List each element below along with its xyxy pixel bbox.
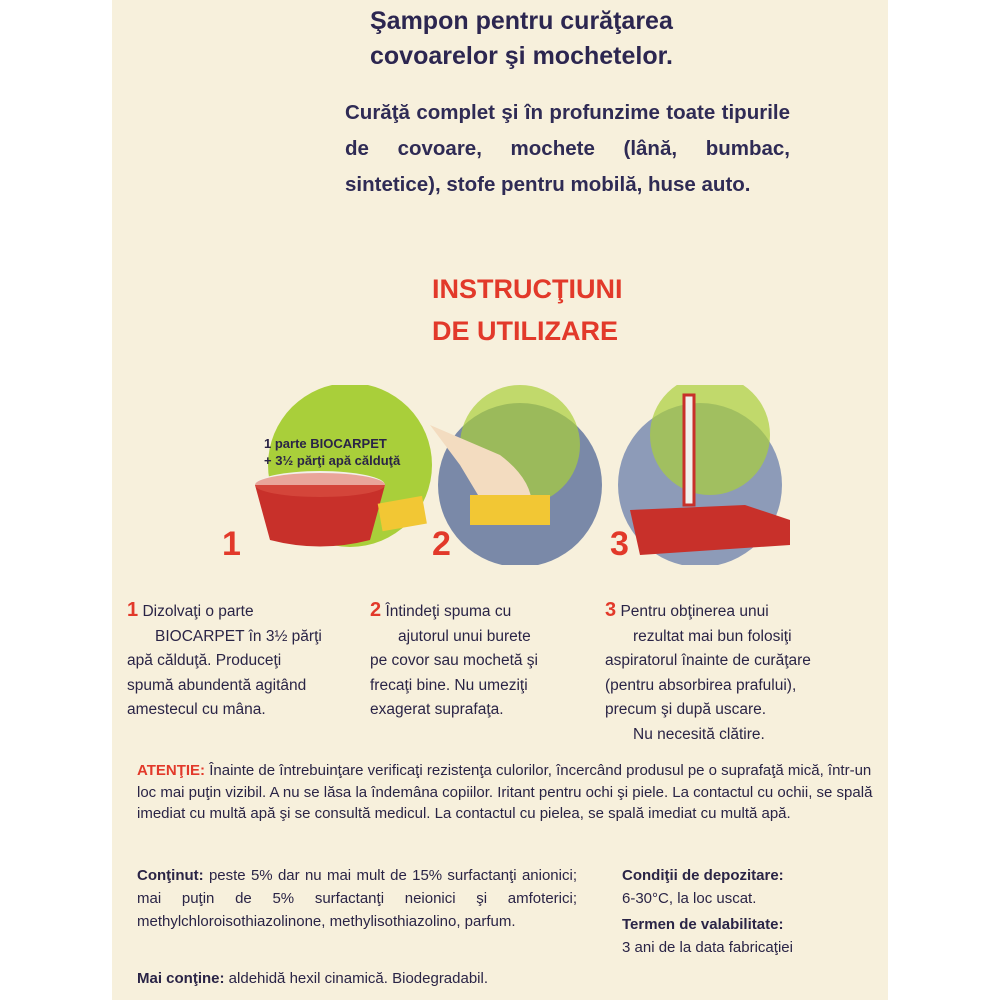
step-line: frecaţi bine. Nu umeziţi (370, 676, 528, 694)
step-1 (127, 598, 352, 723)
step-line: rezultat mai bun folosiţi (633, 627, 792, 645)
step-line: spumă abundentă agitând (127, 676, 307, 694)
step-number-1: 1 (222, 525, 241, 563)
also-contains-body: aldehidă hexil cinamică. Biodegradabil. (224, 970, 489, 987)
step-line: apă călduţă. Produceţi (127, 652, 282, 669)
dosage-line: + 3½ părţi apă călduţă (264, 453, 401, 468)
warning-body: Înainte de întrebuinţare verificaţi rezistenţa culorilor, încercând produsul pe o suprafaţă mică, într-un loc mai puţin vizibil. A nu se lăsa la îndemâna copiilor. Iritant pentru ochi şi piele. La contactul cu ochii, se spală imediat cu multă apă şi se consultă medicul. La contactul cu pielea, se spală imediat cu multă apă. (137, 762, 873, 822)
step-line: aspiratorul înainte de curăţare (605, 652, 811, 669)
step-line: Întindeţi spuma cu (385, 603, 512, 620)
instructions-illustration (200, 385, 820, 565)
step-3 (605, 598, 885, 747)
step-number-3: 3 (610, 525, 629, 563)
step-badge: 2 (370, 599, 382, 621)
step-line: precum şi după uscare. (605, 701, 767, 718)
contents-label: Conţinut: (137, 867, 204, 884)
storage-label: Condiţii de depozitare: (622, 867, 784, 884)
title-line: covoarelor şi mochetelor. (370, 42, 673, 70)
step-line: Dizolvaţi o parte (142, 603, 254, 620)
step-line: amestecul cu mâna. (127, 701, 266, 718)
product-title (370, 4, 673, 74)
also-contains (137, 970, 488, 987)
warning-text (137, 760, 882, 825)
step-line: Nu necesită clătire. (633, 725, 765, 743)
product-description: Curăţă complet şi în profunzime toate tipurile de covoare, mochete (lână, bumbac, sintetice), stofe pentru mobilă, huse auto. (345, 101, 790, 196)
instructions-heading (432, 268, 623, 352)
step-2 (370, 598, 595, 723)
heading-line: DE UTILIZARE (432, 316, 618, 346)
dosage-line: 1 parte BIOCARPET (264, 436, 387, 451)
step-line: ajutorul unui burete (398, 627, 531, 645)
title-line: Şampon pentru curăţarea (370, 7, 673, 35)
shelf-life-label: Termen de valabilitate: (622, 916, 784, 933)
step-number-2: 2 (432, 525, 451, 563)
step-line: Pentru obţinerea unui (620, 603, 769, 620)
warning-label: ATENŢIE: (137, 762, 206, 779)
contents-body: peste 5% dar nu mai mult de 15% surfactanţi anionici; mai puţin de 5% surfactanţi neionici şi amfoterici; methylchloroisothiazolinone, methylisothiazolino, parfum. (137, 867, 577, 930)
step-badge: 3 (605, 599, 617, 621)
contents-text (137, 864, 577, 933)
step-line: pe covor sau mochetă şi (370, 652, 539, 669)
sponge-illustration (430, 385, 602, 565)
step-line: exagerat suprafaţa. (370, 701, 504, 718)
vacuum-illustration (618, 385, 790, 565)
storage-info (622, 864, 793, 959)
shelf-life-value: 3 ani de la data fabricaţiei (622, 939, 793, 956)
step-line: (pentru absorbirea prafului), (605, 676, 797, 694)
heading-line: INSTRUCŢIUNI (432, 274, 623, 304)
storage-value: 6-30°C, la loc uscat. (622, 890, 757, 907)
step-line: BIOCARPET în 3½ părţi (155, 627, 322, 645)
step-badge: 1 (127, 599, 139, 621)
also-contains-label: Mai conţine: (137, 970, 225, 987)
